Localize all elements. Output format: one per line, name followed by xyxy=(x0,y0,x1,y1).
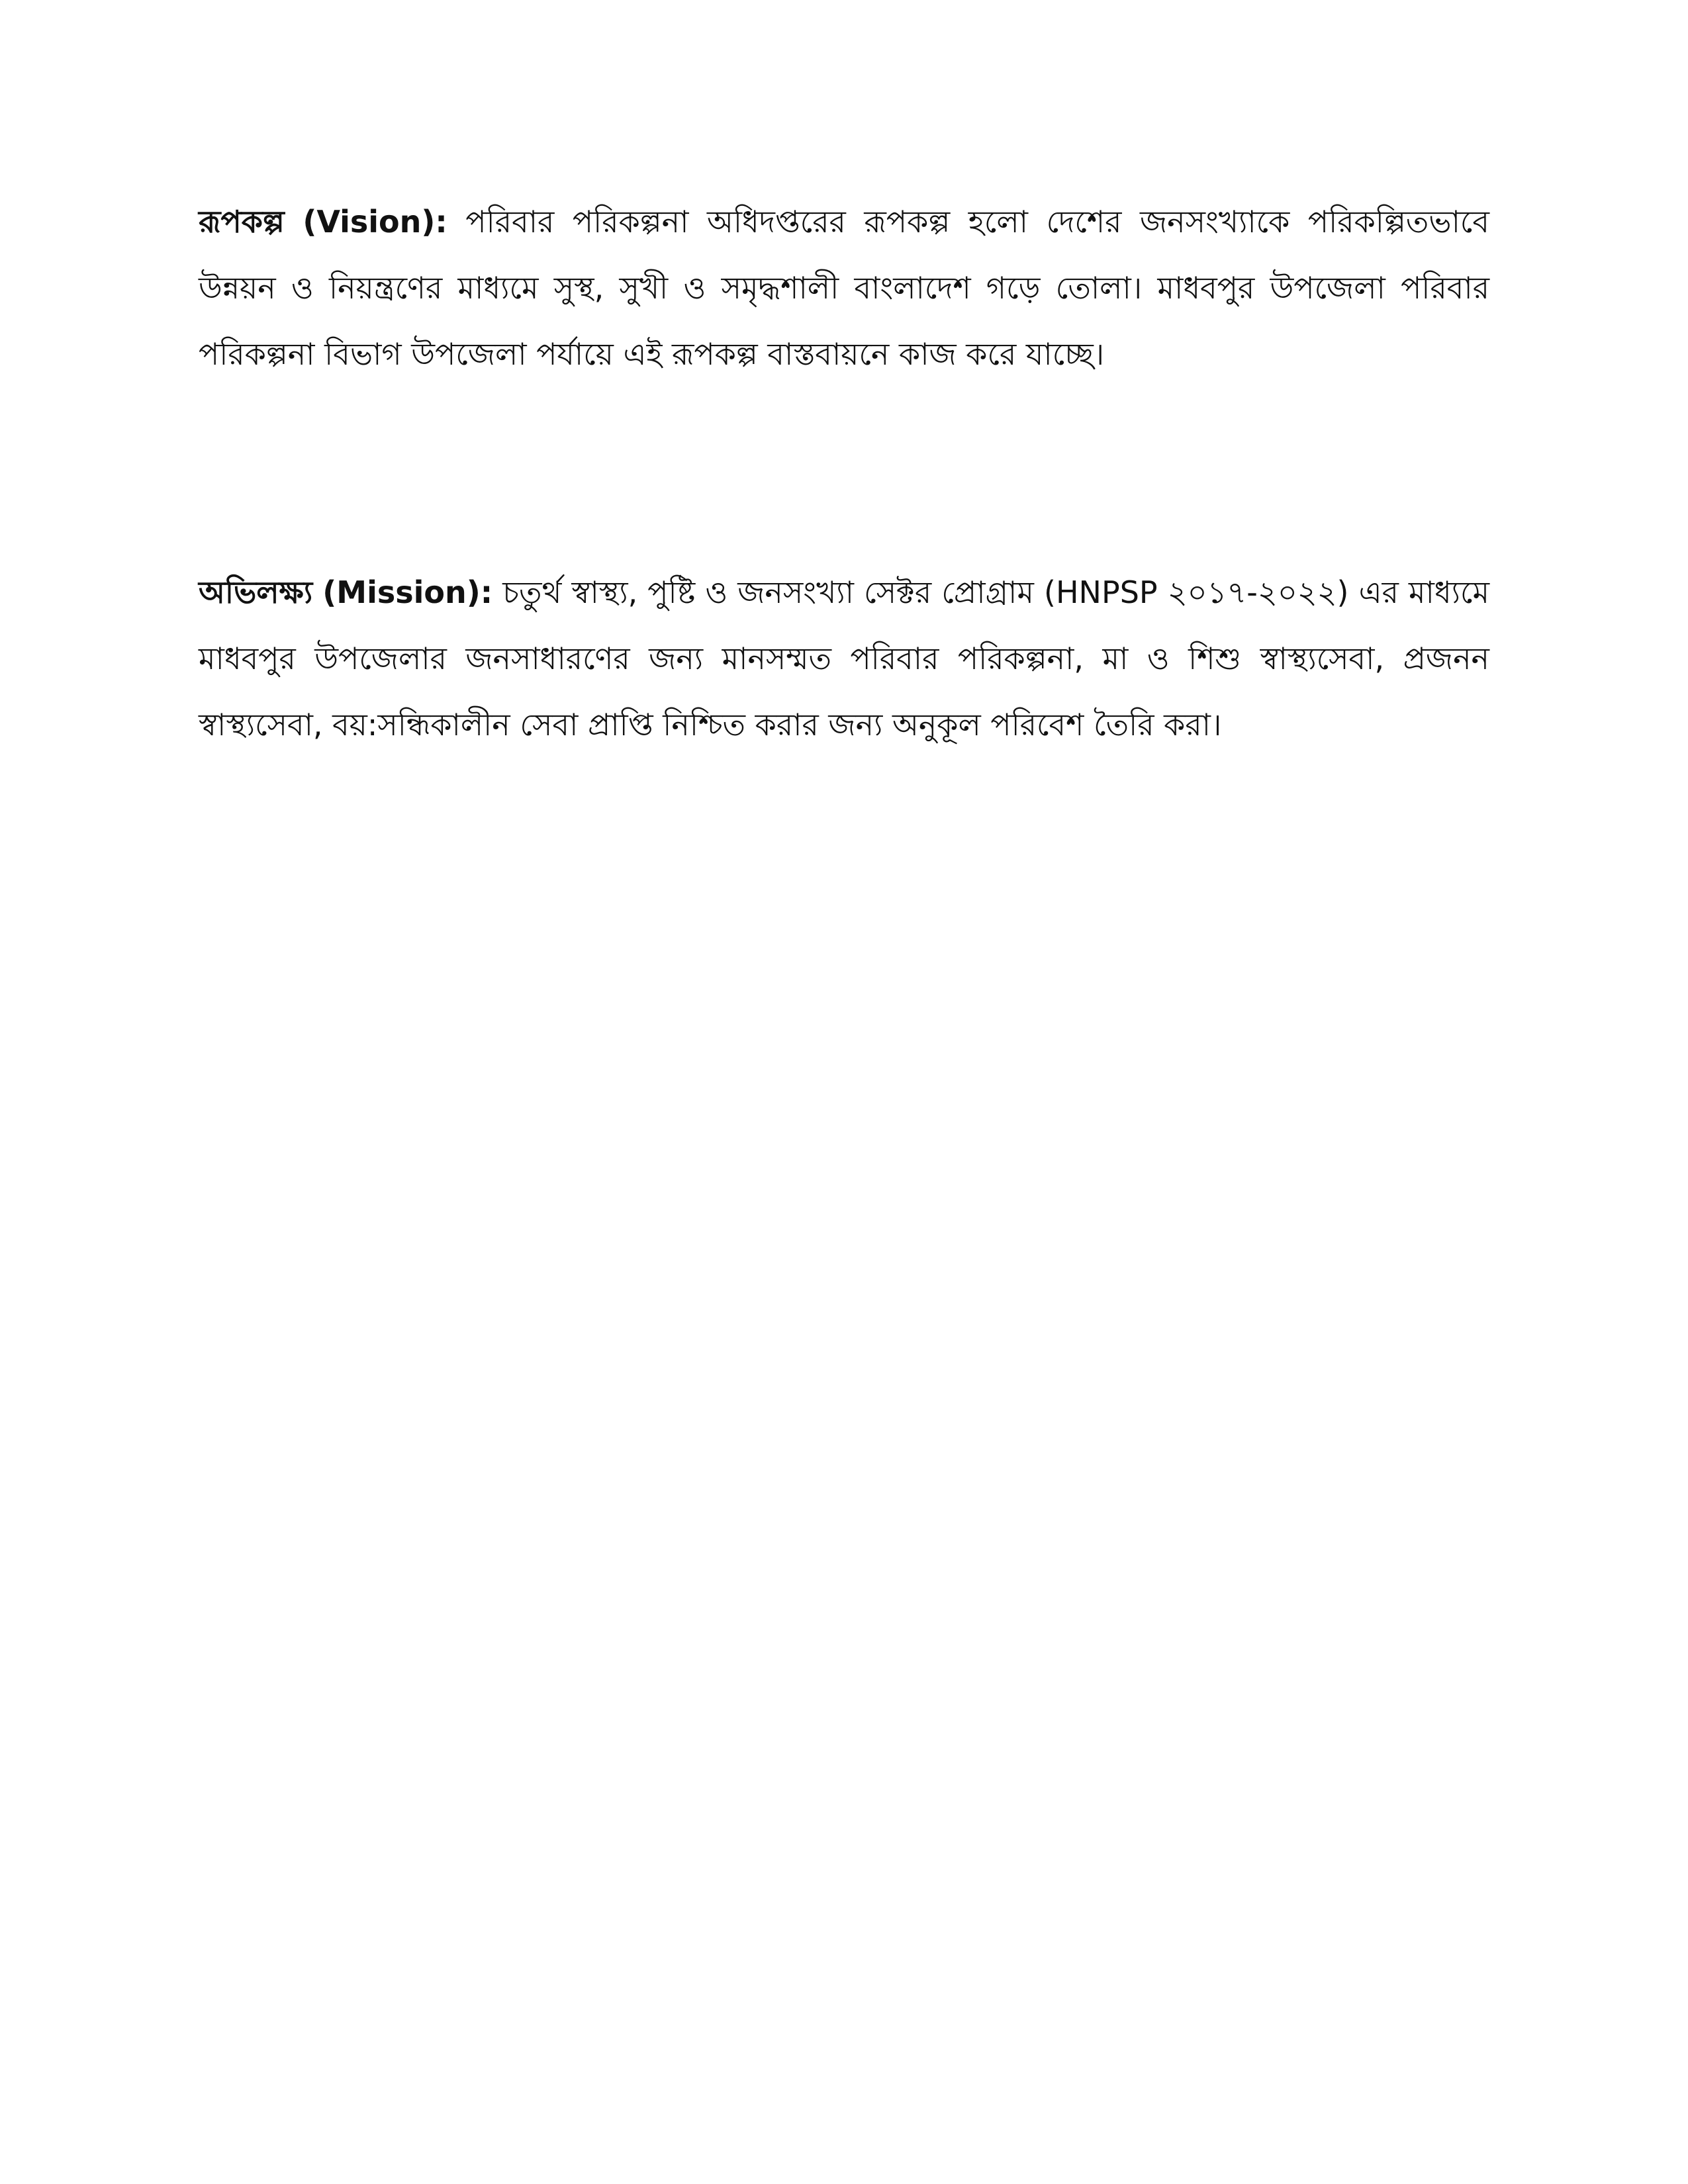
mission-text: চতুর্থ স্বাস্থ্য, পুষ্টি ও জনসংখ্যা সেক্টর প্রোগ্রাম (HNPSP ২০১৭-২০২২) এর মাধ্যমে মাধবপুর উপজেলার জনসাধারণের জন্য মানসম্মত পরিবার পরিকল্পনা, মা ও শিশু স্বাস্থ্যসেবা, প্রজনন স্বাস্থ্যসেবা, বয়:সন্ধিকালীন সেবা প্রাপ্তি নিশ্চিত করার জন্য অনুকূল পরিবেশ তৈরি করা। xyxy=(199,574,1489,743)
vision-text: পরিবার পরিকল্পনা অধিদপ্তরের রূপকল্প হলো দেশের জনসংখ্যাকে পরিকল্পিতভাবে উন্নয়ন ও নিয়ন্ত্রণের মাধ্যমে সুস্থ, সুখী ও সমৃদ্ধশালী বাংলাদেশ গড়ে তোলা। মাধবপুর উপজেলা পরিবার পরিকল্পনা বিভাগ উপজেলা পর্যায়ে এই রূপকল্প বাস্তবায়নে কাজ করে যাচ্ছে। xyxy=(199,204,1489,372)
mission-term-english: (Mission): xyxy=(322,574,493,610)
vision-term-english: (Vision): xyxy=(303,204,447,240)
vision-paragraph xyxy=(199,189,1489,387)
vision-term-bengali: রূপকল্প xyxy=(199,204,285,240)
mission-term-bengali: অভিলক্ষ্য xyxy=(199,574,313,610)
mission-paragraph xyxy=(199,559,1489,758)
